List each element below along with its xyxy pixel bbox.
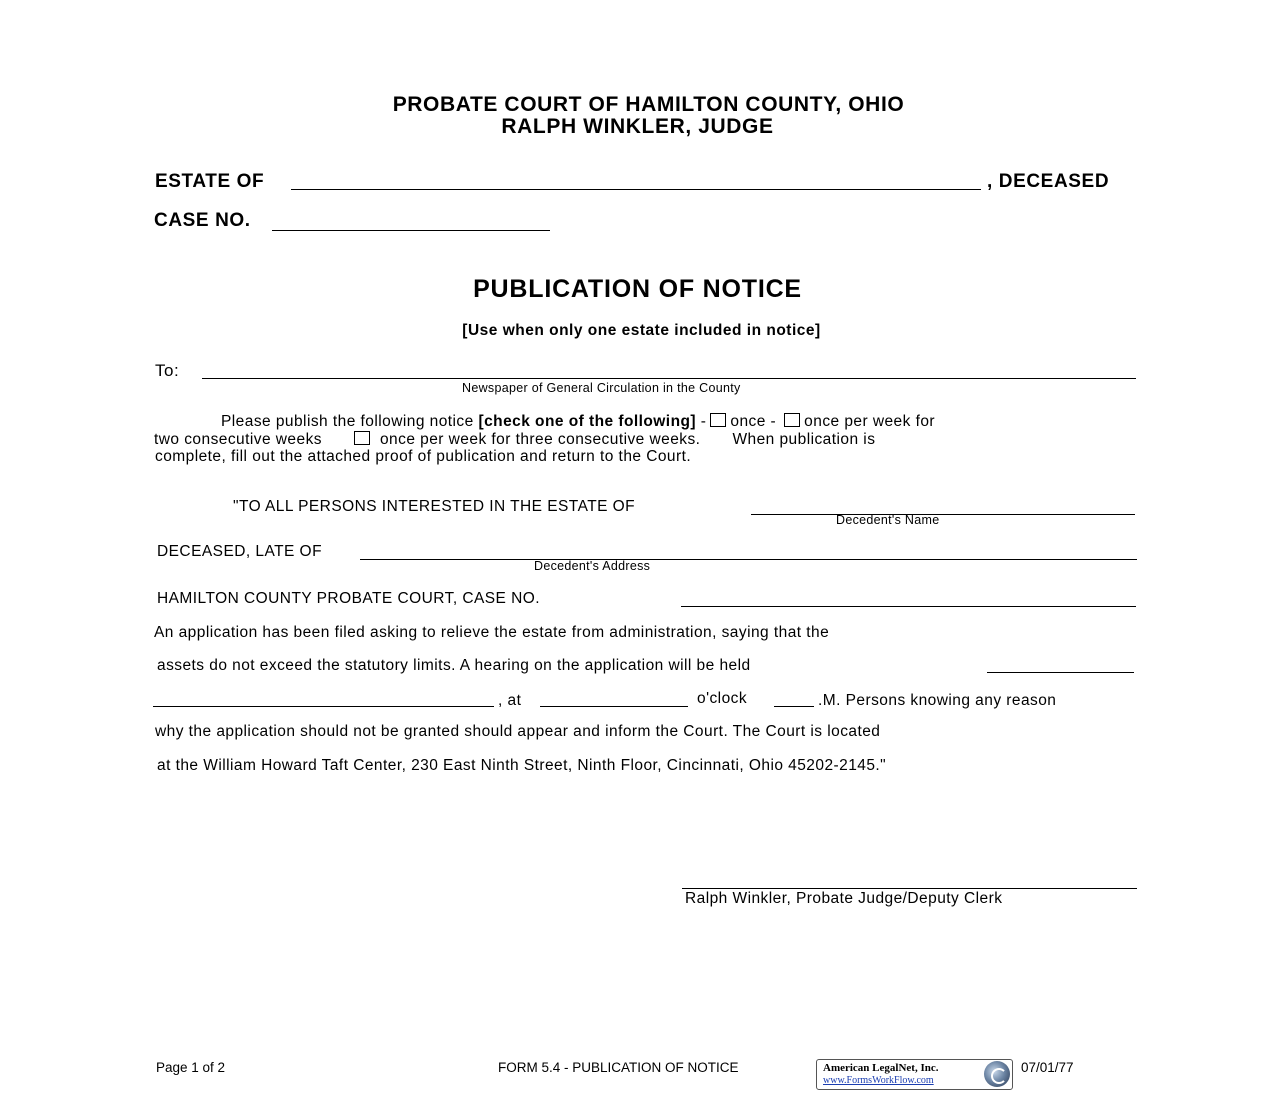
option-once-label: once -: [730, 413, 777, 430]
once-checkbox[interactable]: [710, 413, 726, 427]
notice-paragraph-line3: .M. Persons knowing any reason: [818, 692, 1057, 709]
estate-name-line[interactable]: [291, 189, 981, 190]
decedent-address-caption: Decedent's Address: [534, 559, 651, 573]
form-id: FORM 5.4 - PUBLICATION OF NOTICE: [498, 1060, 739, 1075]
american-legalnet-logo[interactable]: [816, 1059, 1013, 1090]
decedent-name-caption: Decedent's Name: [836, 513, 940, 527]
notice-oclock-label: o'clock: [697, 690, 748, 707]
option-three-weeks-label: once per week for three consecutive weeks.: [379, 431, 701, 448]
am-pm-line[interactable]: [774, 706, 814, 707]
signature-caption: Ralph Winkler, Probate Judge/Deputy Clerk: [685, 890, 1003, 907]
instructions-line2: [154, 431, 875, 449]
instructions-bold: [check one of the following]: [478, 413, 697, 430]
page-number: Page 1 of 2: [156, 1060, 226, 1075]
option-two-weeks-label-a: once per week for: [804, 413, 936, 430]
instructions-line1: [221, 413, 935, 431]
page-subtitle: [Use when only one estate included in notice]: [462, 322, 821, 339]
notice-case-no-line[interactable]: [681, 606, 1136, 607]
notice-line3: HAMILTON COUNTY PROBATE COURT, CASE NO.: [157, 590, 541, 607]
instructions-lead: Please publish the following notice: [221, 413, 479, 430]
instructions-tail1: When publication is: [732, 431, 876, 448]
globe-icon: [984, 1061, 1010, 1087]
case-no-label: CASE NO.: [154, 210, 251, 231]
court-name: PROBATE COURT OF HAMILTON COUNTY, OHIO: [392, 93, 905, 116]
deceased-label: , DECEASED: [987, 171, 1110, 192]
notice-at-label: , at: [498, 692, 522, 709]
decedent-address-line[interactable]: [360, 559, 1137, 560]
notice-paragraph-line1: An application has been filed asking to relieve the estate from administration, saying that the: [154, 624, 830, 641]
to-label: To:: [155, 361, 180, 380]
notice-paragraph-line5: at the William Howard Taft Center, 230 East Ninth Street, Ninth Floor, Cincinnati, Ohio 45202-2145.": [157, 757, 887, 774]
form-date: 07/01/77: [1021, 1060, 1074, 1075]
estate-label: ESTATE OF: [155, 171, 265, 192]
hearing-time-line[interactable]: [540, 706, 688, 707]
hearing-date-line[interactable]: [987, 672, 1134, 673]
decedent-name-line[interactable]: [751, 514, 1135, 515]
instructions-dash: -: [696, 413, 707, 430]
two-weeks-checkbox[interactable]: [784, 413, 800, 427]
notice-line1: "TO ALL PERSONS INTERESTED IN THE ESTATE OF: [233, 498, 636, 515]
instructions-line3: complete, fill out the attached proof of publication and return to the Court.: [155, 448, 692, 465]
three-weeks-checkbox[interactable]: [354, 431, 370, 445]
page-title: PUBLICATION OF NOTICE: [473, 275, 802, 303]
hearing-day-line[interactable]: [153, 706, 494, 707]
judge-name: RALPH WINKLER, JUDGE: [501, 115, 774, 138]
option-two-weeks-label-b: two consecutive weeks: [154, 431, 322, 448]
logo-url[interactable]: www.FormsWorkFlow.com: [823, 1075, 934, 1086]
notice-line2: DECEASED, LATE OF: [157, 543, 322, 560]
notice-paragraph-line2: assets do not exceed the statutory limits. A hearing on the application will be held: [157, 657, 751, 674]
case-no-line[interactable]: [272, 230, 550, 231]
signature-line[interactable]: [682, 888, 1137, 889]
newspaper-line[interactable]: [202, 378, 1136, 379]
newspaper-caption: Newspaper of General Circulation in the County: [462, 381, 741, 395]
notice-paragraph-line4: why the application should not be granted should appear and inform the Court. The Court is located: [155, 723, 881, 740]
logo-company-name: American LegalNet, Inc.: [823, 1062, 939, 1074]
